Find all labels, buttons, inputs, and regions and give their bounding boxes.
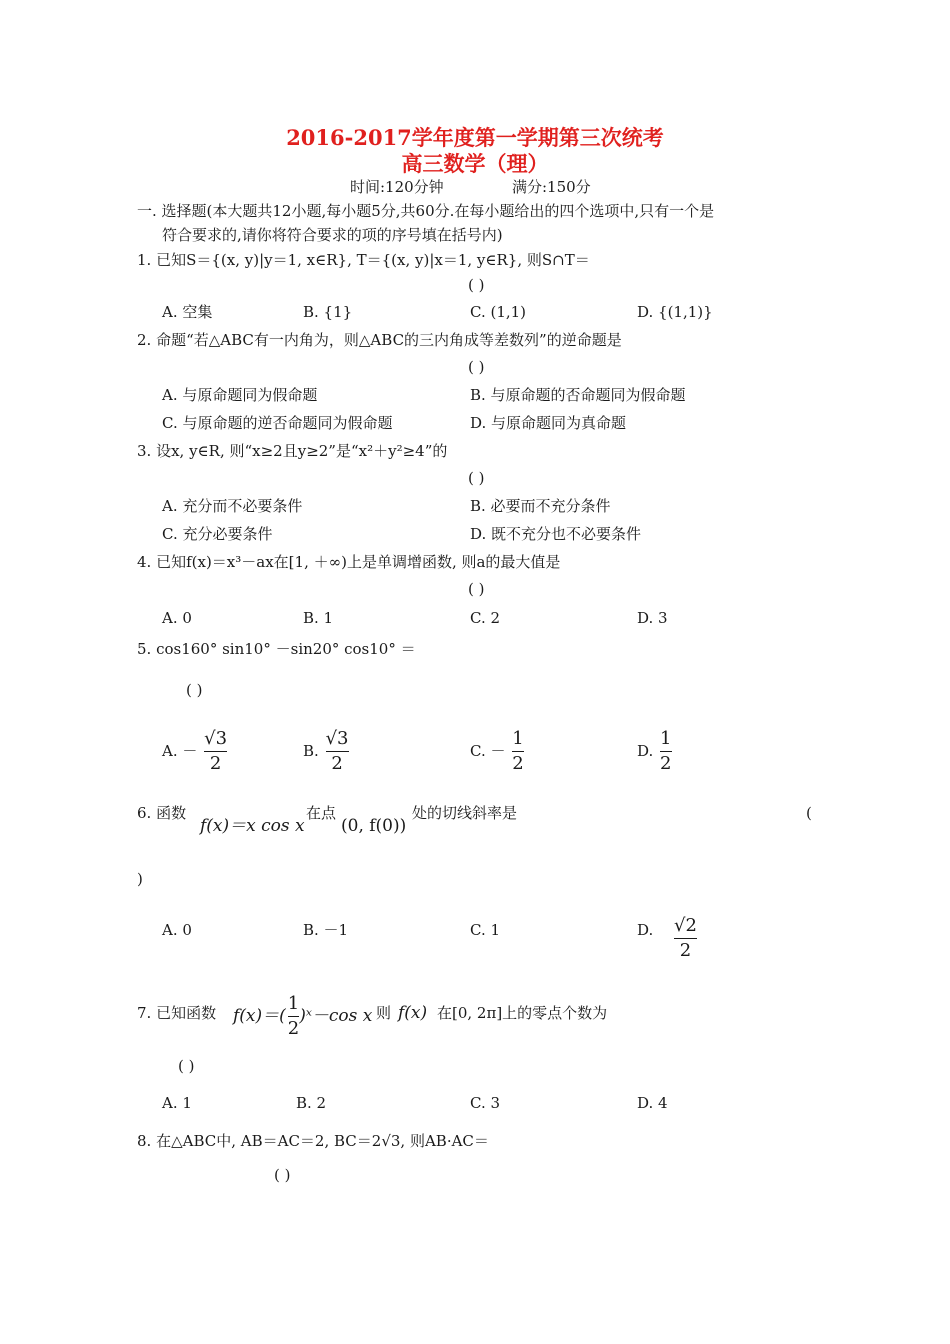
question-4-stem: 4. 已知f(x)＝x³－ax在[1, ＋∞)上是单调增函数, 则a的最大值是 [137,553,561,571]
question-1-answer-paren: ( ) [468,276,485,294]
option-a-label: A. － [162,742,198,760]
question-7-option-b: B. 2 [296,1094,327,1112]
question-7-option-d: D. 4 [637,1094,668,1112]
question-2-option-c: C. 与原命题的逆否命题同为假命题 [162,414,393,432]
question-6-option-a: A. 0 [162,921,192,939]
option-d-label: D. [637,742,654,760]
formula-fraction [288,993,299,1040]
question-4-option-c: C. 2 [470,609,501,627]
fraction-bar [512,751,523,752]
question-6-stem-middle: 在点 [306,804,337,822]
fraction-denominator: 2 [287,1018,300,1039]
question-6-paren-open: ( [806,804,812,822]
question-6-point: (0, f(0)) [341,816,407,836]
formula-part-b: )ˣ－cos x [299,1006,373,1026]
option-c-label: C. － [470,742,506,760]
question-2-option-d: D. 与原命题同为真命题 [470,414,627,432]
question-3-option-a: A. 充分而不必要条件 [162,497,303,515]
fraction-numerator: √2 [674,915,697,936]
option-c-fraction [512,728,523,775]
question-5-option-c [470,728,524,775]
question-2-option-a: A. 与原命题同为假命题 [162,386,318,404]
question-7-option-c: C. 3 [470,1094,501,1112]
exam-subtitle: 高三数学（理） [401,151,549,176]
fraction-denominator: 2 [331,753,343,774]
question-2-answer-paren: ( ) [468,358,485,376]
question-7-option-a: A. 1 [162,1094,192,1112]
fraction-numerator: √3 [325,728,349,749]
question-8-stem: 8. 在△ABC中, AB＝AC＝2, BC＝2√3, 则AB·AC＝ [137,1132,489,1150]
question-5-option-a [162,728,227,775]
question-5-answer-paren: ( ) [186,681,203,699]
question-4-option-d: D. 3 [637,609,668,627]
question-8-answer-paren: ( ) [274,1166,291,1184]
fraction-bar [326,751,349,752]
fraction [674,915,697,962]
question-7-stem-start: 7. 已知函数 [137,1004,217,1022]
question-7-stem-middle: 则 [376,1004,392,1022]
question-2-option-b: B. 与原命题的否命题同为假命题 [470,386,686,404]
fraction-numerator: 1 [660,728,672,749]
question-3-stem: 3. 设x, y∈R, 则“x≥2且y≥2”是“x²＋y²≥4”的 [137,442,448,460]
option-b-label: B. [303,742,319,760]
exam-title: 2016-2017学年度第一学期第三次统考 [286,125,664,150]
question-7-answer-paren: ( ) [178,1057,195,1075]
question-6-paren-close: ) [137,870,143,888]
fraction-denominator: 2 [209,753,222,774]
question-7-stem-end: 在[0, 2π]上的零点个数为 [437,1004,608,1022]
question-6-option-c: C. 1 [470,921,501,939]
fraction-bar [204,751,227,752]
fraction-bar [288,1016,299,1017]
fraction-denominator: 2 [660,753,672,774]
question-1-option-d: D. {(1,1)} [637,303,713,321]
question-7-formula-fx: f(x) [398,1003,428,1023]
question-1-option-b: B. {1} [303,303,353,321]
question-3-option-c: C. 充分必要条件 [162,525,273,543]
exam-score: 满分:150分 [512,178,591,196]
question-3-option-d: D. 既不充分也不必要条件 [470,525,642,543]
question-4-answer-paren: ( ) [468,580,485,598]
question-4-option-a: A. 0 [162,609,192,627]
question-3-option-b: B. 必要而不充分条件 [470,497,611,515]
section-instruction-line2: 符合要求的,请你将符合要求的项的序号填在括号内) [162,226,503,244]
question-6-stem-start: 6. 函数 [137,804,187,822]
question-7-formula [233,993,372,1040]
fraction-numerator: √3 [204,728,228,749]
question-2-stem: 2. 命题“若△ABC有一内角为，则△ABC的三内角成等差数列”的逆命题是 [137,331,622,349]
option-b-fraction [326,728,349,775]
option-a-fraction [204,728,227,775]
section-instruction-line1: 一. 选择题(本大题共12小题,每小题5分,共60分.在每小题给出的四个选项中,只有一个是 [137,202,715,220]
question-1-option-c: C. (1,1) [470,303,527,321]
exam-time: 时间:120分钟 [350,178,444,196]
fraction-numerator: 1 [287,993,300,1014]
fraction-bar [660,751,671,752]
question-1-stem: 1. 已知S＝{(x, y)|y＝1, x∈R}, T＝{(x, y)|x＝1, y∈R}, 则S∩T＝ [137,251,590,269]
question-1-option-a: A. 空集 [162,303,213,321]
question-5-stem: 5. cos160° sin10° －sin20° cos10° ＝ [137,640,416,658]
question-6-stem-end: 处的切线斜率是 [412,804,518,822]
question-6-option-d-fraction [672,915,697,962]
formula-part-a: f(x)＝( [233,1006,286,1026]
fraction-numerator: 1 [512,728,524,749]
question-6-option-b: B. －1 [303,921,349,939]
question-6-formula: f(x)＝x cos x [200,816,305,836]
question-6-option-d-label: D. [637,921,654,939]
option-d-fraction [660,728,671,775]
question-5-option-b [303,728,349,775]
question-5-option-d [637,728,672,775]
fraction-bar [674,938,697,939]
question-3-answer-paren: ( ) [468,469,485,487]
question-4-option-b: B. 1 [303,609,334,627]
fraction-denominator: 2 [512,753,524,774]
fraction-denominator: 2 [679,940,692,961]
